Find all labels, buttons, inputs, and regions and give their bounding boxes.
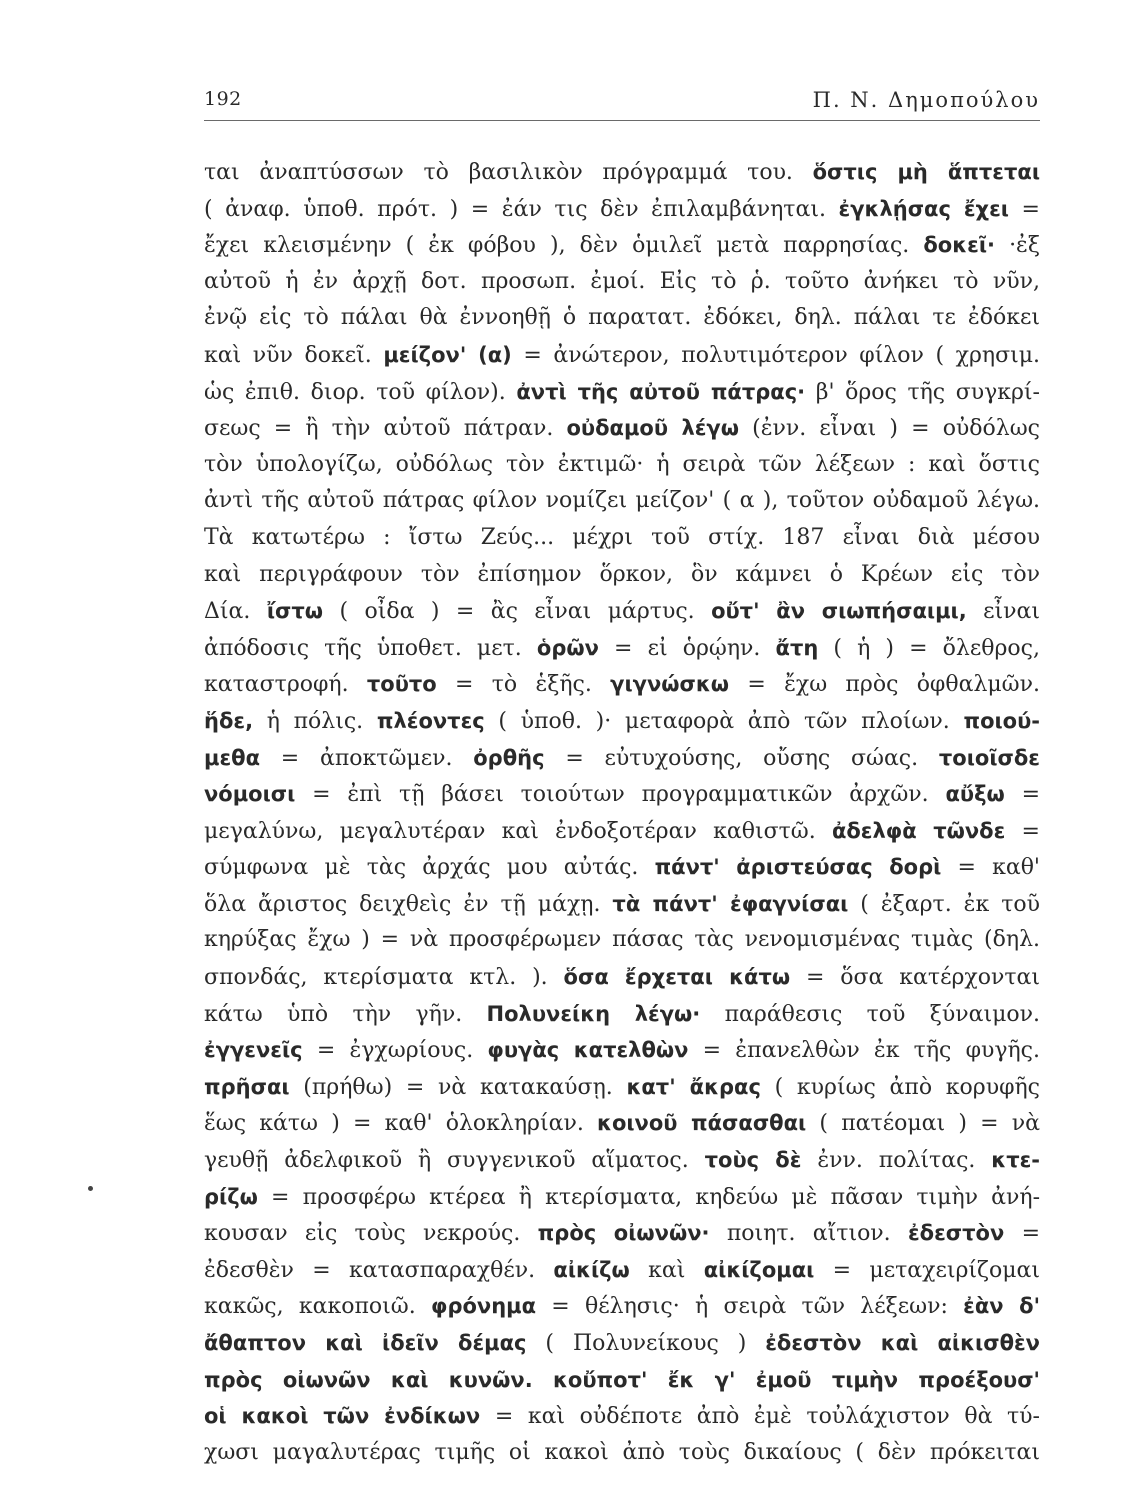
gloss-text: ( ἀναφ. ὑποθ. πρότ. ) = ἐάν τις δὲν ἐπιλαμβάνηται. [204, 196, 839, 222]
gloss-text: Δία. [204, 599, 267, 625]
text-line [204, 959, 1040, 996]
gloss-text: = τὸ ἑξῆς. [436, 672, 611, 698]
lemma: πρῆσαι [204, 1074, 290, 1099]
lemma: ἄθαπτον καὶ ἰδεῖν δέμας [204, 1331, 527, 1355]
text-line [204, 1069, 1040, 1106]
gloss-text: ἡ πόλις. [253, 708, 377, 734]
gloss-text: Τὰ κατωτέρω : ἴστω Ζεύς... μέχρι τοῦ στίχ. 187 εἶναι διὰ μέσου [204, 524, 1040, 550]
lemma: πάντ' ἀριστεύσας δορὶ [654, 855, 942, 880]
margin-dot [88, 1186, 93, 1191]
text-line [204, 1435, 1040, 1472]
lemma: τοῦτο [366, 672, 437, 697]
gloss-text: = ὅσα κατέρχονται [790, 965, 1040, 991]
lemma: ὀρθῆς [473, 745, 545, 770]
gloss-text: = καὶ οὐδέποτε ἀπὸ ἐμὲ τοὐλάχιστον θὰ τύ- [480, 1404, 1040, 1430]
lemma: φρόνημα [431, 1294, 537, 1319]
gloss-text: κακῶς, κακοποιῶ. [204, 1294, 432, 1320]
running-head: Π. Ν. Δημοπούλου [812, 88, 1040, 112]
gloss-text: κηρύξας ἔχω ) = νὰ προσφέρωμεν πάσας τὰς νενομισμένας τιμὰς (δηλ. [204, 927, 1040, 953]
gloss-text: αὐτοῦ ἡ ἐν ἀρχῇ δοτ. προσωπ. ἐμοί. Εἰς τὸ ῥ. τοῦτο ἀνήκει τὸ νῦν, [204, 268, 1040, 294]
lemma: μεθα [204, 745, 260, 770]
gloss-text: = εἰ ὁρῴην. [598, 635, 776, 661]
text-line [204, 630, 1040, 667]
gloss-text: ( ἐξαρτ. ἐκ τοῦ [848, 891, 1040, 917]
lemma: ἴστω [266, 599, 324, 624]
gloss-text: = θέλησις· ἡ σειρὰ τῶν λέξεων: [536, 1294, 964, 1320]
lemma: τὰ πάντ' ἐφαγνίσαι [612, 891, 849, 916]
text-line [204, 996, 1040, 1033]
lemma: τοὺς δὲ [704, 1148, 802, 1173]
lemma: φυγὰς κατελθὼν [487, 1038, 689, 1063]
gloss-text: τὸν ὑπολογίζω, οὐδόλως τὸν ἐκτιμῶ· ἡ σειρὰ τῶν λέξεων : καὶ ὅστις [204, 451, 1040, 477]
text-line [204, 264, 1040, 301]
lemma: κτε- [991, 1148, 1041, 1173]
lemma: πρὸς οἰωνῶν· [537, 1221, 710, 1246]
lemma: ρίζω [204, 1184, 258, 1209]
lemma: πλέοντες [376, 708, 485, 733]
gloss-text: (πρήθω) = νὰ κατακαύσῃ. [289, 1074, 627, 1100]
gloss-text: ἕως κάτω ) = καθ' ὁλοκληρίαν. [204, 1111, 598, 1137]
text-line [204, 1252, 1040, 1289]
gloss-text: χωσι μαγαλυτέρας τιμῆς οἱ κακοὶ ἀπὸ τοὺς δικαίους ( δὲν πρόκειται [204, 1439, 1040, 1465]
text-line [204, 374, 1040, 411]
lemma: ἀδελφὰ τῶνδε [831, 818, 1006, 843]
lemma: ἐὰν δ' [963, 1294, 1041, 1319]
lemma: Πολυνείκη λέγω· [486, 1001, 701, 1026]
gloss-text: κουσαν εἰς τοὺς νεκρούς. [204, 1221, 538, 1247]
lemma: ὅσα ἔρχεται κάτω [563, 965, 791, 990]
lemma: νόμοισι [204, 782, 296, 807]
gloss-text: = [1005, 818, 1040, 844]
gloss-text: παράθεσις τοῦ ξύναιμον. [700, 1001, 1040, 1027]
text-line [204, 154, 1040, 191]
lemma: μείζον' (α) [383, 342, 512, 367]
gloss-text: (ἐνν. εἶναι ) = οὐδόλως [739, 416, 1041, 442]
lemma: ἥδε, [204, 708, 254, 733]
gloss-text: ἐδεσθὲν = κατασπαραχθέν. [204, 1257, 554, 1283]
text-line [204, 1142, 1040, 1179]
text-line [204, 886, 1040, 923]
lemma: κοινοῦ πάσασθαι [597, 1111, 807, 1136]
gloss-text: = προσφέρω κτέρεα ἢ κτερίσματα, κηδεύω μὲ πᾶσαν τιμὴν ἀνή- [257, 1184, 1040, 1210]
text-line [204, 1105, 1040, 1142]
text-line [204, 1288, 1040, 1325]
gloss-text: ( ὑποθ. )· μεταφορὰ ἀπὸ τῶν πλοίων. [484, 708, 964, 734]
text-line [204, 1398, 1040, 1435]
gloss-text: καὶ περιγράφουν τὸν ἐπίσημον ὅρκον, ὃν κάμνει ὁ Κρέων εἰς τὸν [204, 561, 1040, 587]
text-line [204, 337, 1040, 374]
lemma: τοιοῖσδε [938, 745, 1040, 770]
text-line [204, 191, 1040, 228]
lemma: πρὸς οἰωνῶν καὶ κυνῶν. κοὔποτ' ἔκ γ' ἐμοῦ τιμὴν προέξουσ' [204, 1367, 1040, 1392]
lemma: ἐγκλῄσας ἔχει [838, 196, 1009, 221]
text-line [204, 703, 1040, 740]
text-line [204, 410, 1040, 447]
gloss-text: μεγαλύνω, μεγαλυτέραν καὶ ἐνδοξοτέραν καθιστῶ. [204, 818, 832, 844]
gloss-text: = ἐπανελθὼν ἐκ τῆς φυγῆς. [688, 1038, 1040, 1064]
lemma: ποιού- [963, 708, 1040, 733]
page-header [204, 86, 1040, 121]
gloss-text: ποιητ. αἴτιον. [709, 1221, 908, 1247]
gloss-text: εἶναι [966, 599, 1041, 625]
gloss-text: καταστροφή. [204, 672, 367, 698]
gloss-text: = ἐπὶ τῇ βάσει τοιούτων προγραμματικῶν ἀρχῶν. [295, 782, 946, 808]
gloss-text: καὶ [629, 1257, 704, 1283]
gloss-text: ( Πολυνείκους ) [526, 1331, 766, 1356]
lemma: ἀντὶ τῆς αὐτοῦ πάτρας· [516, 379, 806, 404]
gloss-text: καὶ νῦν δοκεῖ. [204, 342, 384, 368]
gloss-text: ( ἡ ) = ὄλεθρος, [818, 635, 1040, 661]
gloss-text: σύμφωνα μὲ τὰς ἀρχάς μου αὐτάς. [204, 855, 655, 881]
lemma: ἐδεστὸν καὶ αἰκισθὲν [765, 1331, 1040, 1355]
text-line [204, 557, 1040, 594]
lemma: ἐδεστὸν [907, 1221, 1005, 1246]
gloss-text: ( οἶδα ) = ἂς εἶναι μάρτυς. [323, 599, 712, 625]
gloss-text: = ἔχω πρὸς ὀφθαλμῶν. [729, 672, 1040, 698]
text-line [204, 813, 1040, 850]
text-line [204, 1179, 1040, 1216]
gloss-text: ·ἐξ [995, 233, 1040, 259]
text-line [204, 740, 1040, 777]
text-line [204, 447, 1040, 484]
gloss-text: = [1004, 1221, 1041, 1247]
text-line [204, 922, 1040, 959]
gloss-text: ἀντὶ τῆς αὐτοῦ πάτρας φίλον νομίζει μείζον' ( α ), τοῦτον οὐδαμοῦ λέγω. [204, 488, 1040, 514]
lemma: ἐγγενεῖς [204, 1038, 303, 1063]
body-text [204, 154, 1040, 1471]
lemma: αὔξω [945, 782, 1005, 807]
text-line [204, 300, 1040, 337]
gloss-text: ( κυρίως ἀπὸ κορυφῆς [760, 1074, 1040, 1100]
gloss-text: ἐνῷ εἰς τὸ πάλαι θὰ ἐννοηθῇ ὁ παρατατ. ἐδόκει, δηλ. πάλαι τε ἐδόκει [204, 305, 1040, 331]
gloss-text: σεως = ἢ τὴν αὐτοῦ πάτραν. [204, 416, 567, 442]
gloss-text: ( πατέομαι ) = νὰ [806, 1111, 1040, 1137]
gloss-text: = ἀνώτερον, πολυτιμότερον φίλον ( χρησιμ. [511, 342, 1041, 368]
gloss-text: ἀπόδοσις τῆς ὑποθετ. μετ. [204, 635, 537, 661]
lemma: κατ' ἄκρας [626, 1074, 761, 1099]
lemma: αἰκίζω [553, 1257, 630, 1282]
text-line [204, 849, 1040, 886]
lemma: ἄτη [775, 635, 819, 660]
lemma: οἱ κακοὶ τῶν ἐνδίκων [204, 1404, 481, 1429]
lemma: γιγνώσκω [610, 672, 730, 697]
lemma: αἰκίζομαι [703, 1257, 815, 1282]
page-number: 192 [204, 88, 242, 110]
gloss-text: σπονδάς, κτερίσματα κτλ. ). [204, 965, 564, 991]
text-line [204, 520, 1040, 557]
gloss-text: γευθῇ ἀδελφικοῦ ἢ συγγενικοῦ αἵματος. [204, 1148, 705, 1174]
gloss-text: = [1008, 196, 1040, 222]
gloss-text: = ἀποκτῶμεν. [260, 745, 474, 771]
text-line [204, 1325, 1040, 1362]
text-line [204, 227, 1040, 264]
lemma: οὐδαμοῦ λέγω [566, 416, 739, 441]
text-line [204, 666, 1040, 703]
gloss-text: = [1004, 782, 1040, 808]
text-line [204, 1215, 1040, 1252]
gloss-text: β' ὅρος τῆς συγκρί- [805, 379, 1040, 405]
gloss-text: ται ἀναπτύσσων τὸ βασιλικὸν πρόγραμμά του. [204, 160, 813, 185]
gloss-text: = ἐγχωρίους. [302, 1038, 488, 1064]
gloss-text: ὡς ἐπιθ. διορ. τοῦ φίλον). [204, 379, 517, 405]
gloss-text: κάτω ὑπὸ τὴν γῆν. [204, 1001, 487, 1027]
gloss-text: ἔχει κλεισμένην ( ἐκ φόβου ), δὲν ὁμιλεῖ μετὰ παρρησίας. [204, 233, 924, 259]
lemma: ὅστις μὴ ἅπτεται [812, 160, 1041, 184]
text-line [204, 483, 1040, 520]
text-line [204, 1032, 1040, 1069]
gloss-text: = μεταχειρίζομαι [814, 1257, 1040, 1283]
text-line [204, 1362, 1040, 1399]
gloss-text: = καθ' [941, 855, 1040, 881]
lemma: οὔτ' ἂν σιωπήσαιμι, [711, 599, 967, 624]
lemma: ὁρῶν [536, 635, 599, 660]
lemma: δοκεῖ· [923, 233, 995, 258]
text-line [204, 593, 1040, 630]
gloss-text: = εὐτυχούσης, οὔσης σώας. [544, 745, 939, 771]
gloss-text: ὅλα ἄριστος δειχθεὶς ἐν τῇ μάχῃ. [204, 891, 613, 917]
gloss-text: ἐνν. πολίτας. [801, 1148, 992, 1174]
text-line [204, 776, 1040, 813]
